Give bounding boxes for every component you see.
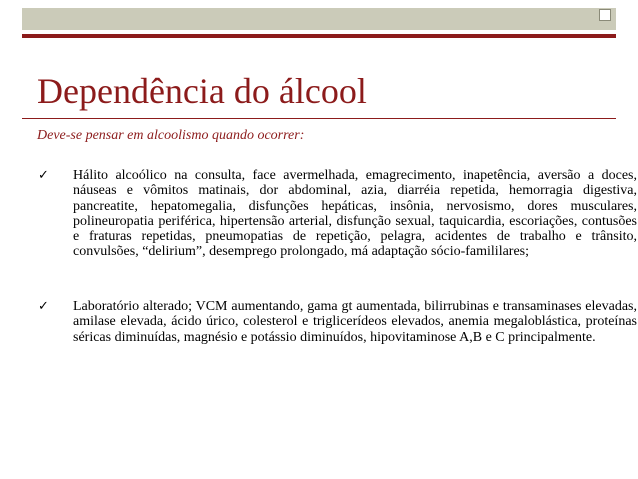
checkmark-icon: ✓	[38, 168, 49, 183]
bullet-text: Laboratório alterado; VCM aumentando, gama gt aumentada, bilirrubinas e transaminases elevadas, amilase elevada, ácido úrico, colesterol e triglicerídeos elevados, anemia megaloblástica, proteínas séricas diminuídas, magnésio e potássio diminuídos, hipovitaminose A,B e C principalmente.	[73, 299, 637, 345]
header-square-decoration	[599, 9, 611, 21]
slide-subtitle: Deve-se pensar em alcoolismo quando ocorrer:	[37, 128, 305, 143]
title-underline	[22, 118, 616, 119]
bullet-text: Hálito alcoólico na consulta, face avermelhada, emagrecimento, inapetência, aversão a doces, náuseas e vômitos matinais, dor abdominal, azia, diarréia repetida, hemorragia digestiva, pancreatite, hepatomegalia, disfunções hepáticas, insônia, nervosismo, dores musculares, polineuropatia periférica, hipertensão arterial, disfunção sexual, taquicardia, escoriações, contusões e fraturas repetidas, pneumopatias de repetição, pelagra, acidentes de trabalho e trânsito, convulsões, “delirium”, desemprego prolongado, má adaptação sócio-famililares;	[73, 168, 637, 260]
slide-title: Dependência do álcool	[37, 71, 367, 111]
header-accent-line	[22, 34, 616, 38]
header-decorative-bar	[22, 8, 616, 30]
checkmark-icon: ✓	[38, 299, 49, 314]
